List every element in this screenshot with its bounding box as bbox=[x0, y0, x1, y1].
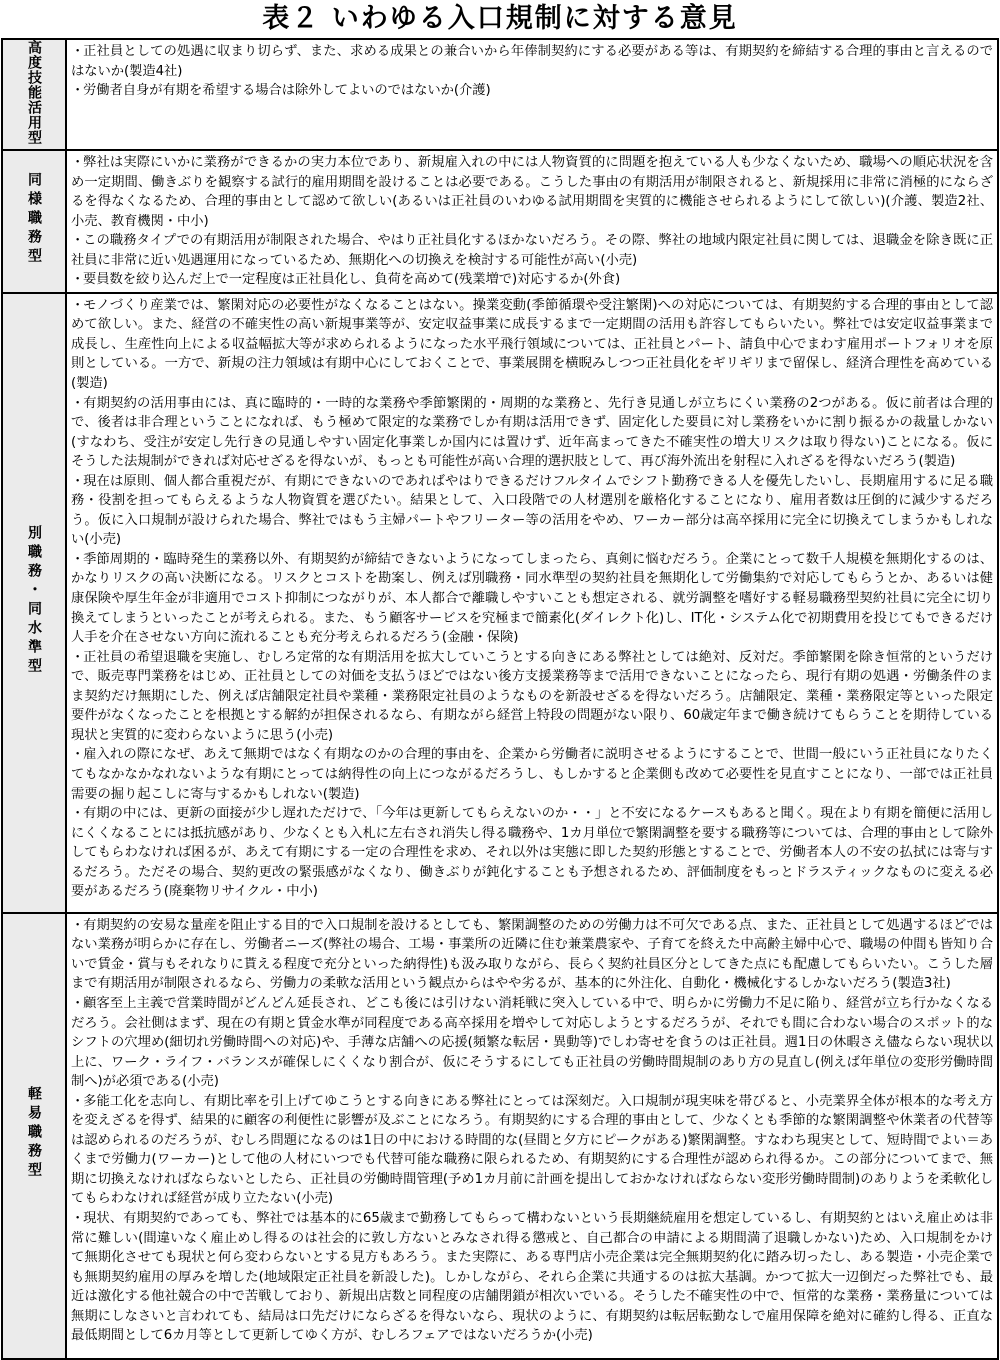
list-item: ・有期契約の活用事由には、真に臨時的・一時的な業務や季節繁閑的・周期的な業務と、先行き見通しが立ちにくい業務の2つがある。仮に前者は合理的で、後者は非合理ということになれば、もう極めて限定的な業務でしか有期は活用できず、固定化した要員に対し業務をいかに割り振るかの裁量しかない(すなわち、受注が安定し先行きの見通しやすい固定化事業しか国内には置けず、近年高まってきた不確実性の増大リスクは取り得ない)ことになる。仮にそうした法規制ができれば対応せざるを得ないが、もっとも可能性が高い合理的選択肢として、再び海外流出を射程に入れざるを得ないだろう(製造) bbox=[71, 395, 993, 470]
opinions-cell bbox=[66, 150, 998, 293]
category-label: 同様職務型 bbox=[26, 171, 42, 267]
opinions-table bbox=[1, 38, 999, 1360]
category-label: 軽易職務型 bbox=[26, 1086, 42, 1182]
category-label: 高度技能活用型 bbox=[26, 40, 42, 145]
opinions-cell bbox=[66, 913, 998, 1359]
list-item: ・正社員としての処遇に収まり切らず、また、求める成果との兼合いから年俸制契約にする必要がある等は、有期契約を締結する合理的事由と言えるのではないか(製造4社) bbox=[71, 44, 993, 79]
list-item: ・モノづくり産業では、繁閑対応の必要性がなくなることはない。操業変動(季節循環や受注繁閑)への対応については、有期契約する合理的事由として認めて欲しい。また、経営の不確実性の高い新規事業等が、安定収益事業に成長するまで一定期間の活用も許容してもらいたい。弊社では安定収益事業まで成長し、生産性向上による収益幅拡大等が求められるようになった水平飛行領域については、正社員とパート、請負中心でまわす雇用ポートフォリオを原則としている。一方で、新規の注力領域は有期中心にしておくことで、事業展開を横睨みしつつ正社員化をギリギリまで留保し、経済合理性を高めている(製造) bbox=[71, 297, 993, 392]
list-item: ・現状、有期契約であっても、弊社では基本的に65歳まで勤務してもらって構わないという長期継続雇用を想定しているし、有期契約とはいえ雇止めは非常に難しい(間違いなく雇止めし得るのは社会的に敦し方ないとみなされ得る懲戒と、自己都合の申請による期間満了退職しかない)ため、入口規制をかけて無期化させても現状と何ら変わらないとする見方もあろう。また実際に、ある専門店小売企業は完全無期契約化に踏み切ったし、ある製造・小売企業でも無期契約雇用の厚みを増した(地域限定正社員を新設した)。しかしながら、それら企業に共通するのは拡大基調。かつて拡大一辺倒だった弊社でも、最近は激化する他社競合の中で苦戦しており、新規出店数と同程度の店舗閉鎖が相次いでいる。そうした不確実性の中で、恒常的な業務・業務量については無期にしなさいと言われても、結局は口先だけにならざるを得ないなら、現状のように、有期契約は転居転勤なしで雇用保障を絶対に確約し得る、正直な最低期間として6カ月等として更新してゆく方が、むしろフェアではないだろうか(小売) bbox=[71, 1211, 993, 1344]
opinion-list bbox=[71, 296, 993, 902]
table-row bbox=[2, 293, 998, 913]
list-item: ・弊社は実際にいかに業務ができるかの実力本位であり、新規雇入れの中には人物資質的に問題を抱えている人も少なくないため、職場への順応状況を含め一定期間、働きぶりを観察する試行的雇用期間を設けることは必要である。こうした事由の有期活用が制限されると、新規採用に非常に消極的にならざるを得なくなるため、合理的事由として認めて欲しい(あるいは正社員のいわゆる試用期間を実質的に機能させられるようにして欲しい)(介護、製造2社、小売、教育機関・中小) bbox=[71, 155, 993, 229]
list-item: ・多能工化を志向し、有期比率を引上げてゆこうとする向きにある弊社にとっては深刻だ。入口規制が現実味を帯びると、小売業界全体が根本的な考え方を変えざるを得ず、結果的に顧客の利便性に影響が及ぶことになろう。有期契約にする合理的事由として、少なくとも季節的な繁閑調整や休業者の代替等は認められるのだろうが、むしろ問題になるのは1日の中における時間的な(昼間と夕方にピークがある)繁閑調整。すなわち現実として、短時間でよい＝あくまで労働力(ワーカー)として他の人材にいつでも代替可能な職務に限られるため、有期契約にする合理性が認められ得るか。この部分についてまで、無期に切換えなければならないとしたら、正社員の労働時間管理(予め1カ月前に計画を提出しておかなければならない変形労働時間制)のありようを柔軟化してもらわなければ経営が成り立たない(小売) bbox=[71, 1093, 993, 1207]
list-item: ・有期の中には、更新の面接が少し遅れただけで、「今年は更新してもらえないのか・・」と不安になるケースもあると聞く。現在より有期を簡便に活用しにくくなることには抵抗感があり、少なくとも入札に左右され消失し得る職務や、1カ月単位で繁閑調整を要する職務等については、合理的事由として除外してもらわなければ困るが、あえて有期にする一定の合理性を求め、それ以外は実態に即した契約形態とすることで、労働者本人の不安の払拭には寄与するだろう。ただその場合、契約更改の緊張感がなくなり、働きぶりが鈍化することも予想されるため、評価制度をもっとドラスティックなものに変える必要があるだろう(廃棄物リサイクル・中小) bbox=[71, 806, 993, 900]
category-cell bbox=[2, 293, 66, 913]
page-title: 表２ いわゆる入口規制に対する意見 bbox=[262, 3, 738, 34]
table-row bbox=[2, 150, 998, 293]
category-cell bbox=[2, 913, 66, 1359]
list-item: ・要員数を絞り込んだ上で一定程度は正社員化し、負荷を高めて(残業増で)対応するか(外食) bbox=[71, 272, 621, 288]
table-row bbox=[2, 39, 998, 150]
opinions-cell bbox=[66, 39, 998, 150]
table-row bbox=[2, 913, 998, 1359]
category-label: 別職務・同水準型 bbox=[26, 524, 42, 677]
category-cell bbox=[2, 39, 66, 150]
list-item: ・この職務タイプでの有期活用が制限された場合、やはり正社員化するほかないだろう。その際、弊社の地域内限定社員に関しては、退職金を除き既に正社員に非常に近い処遇運用になっているため、無期化への切換えを検討する可能性が高い(小売) bbox=[71, 233, 993, 268]
list-item: ・正社員の希望退職を実施し、むしろ定常的な有期活用を拡大していこうとする向きにある弊社としては絶対、反対だ。季節繁閑を除き恒常的というだけで、販売専門業務をはじめ、正社員としての対価を支払うほどではない後方支援業務等まで活用できないことになったら、現行有期の処遇・労働条件のまま契約だけ無期にした、例えば店舗限定社員や業種・業務限定社員のようなものを新設せざるを得ないだろう。店舗限定、業種・業務限定等といった限定要件がなくなったことを根拠とする解約が担保されるなら、有期ながら経営上特段の問題がない限り、60歳定年まで働き続けてもらうことを期待している現状と実質的に変わらないように思う(小売) bbox=[71, 649, 993, 743]
list-item: ・有期契約の安易な量産を阻止する目的で入口規制を設けるとしても、繁閑調整のための労働力は不可欠である点、また、正社員として処遇するほどではない業務が明らかに存在し、労働者ニーズ(弊社の場合、工場・事業所の近隣に住む兼業農家や、子育てを終えた中高齢主婦中心で、職場の仲間も皆知り合いで賃金・賞与もそれなりに貰える程度で充分といった納得性)も汲み取りながら、長らく契約社員区分としてきた点にも配慮してもらいたい。こうした層まで有期活用が制限されるなら、労働力の柔軟な活用という観点からはやや劣るが、基本的に外注化、自動化・機械化するしかないだろう(製造3社) bbox=[71, 917, 993, 992]
list-item: ・労働者自身が有期を希望する場合は除外してよいのではないか(介護) bbox=[71, 83, 491, 99]
opinions-cell bbox=[66, 293, 998, 913]
list-item: ・雇入れの際になぜ、あえて無期ではなく有期なのかの合理的事由を、企業から労働者に説明させるようにすることで、世間一般にいう正社員になりたくてもなかなかなれないような有期にとっては納得性の向上につながるだろうし、もしかすると企業側も改めて必要性を見直すことになり、一部では正社員需要の掘り起こしに寄与するかもしれない(製造) bbox=[71, 747, 993, 802]
list-item: ・現在は原則、個人都合重視だが、有期にできないのであればやはりできるだけフルタイムでシフト勤務できる人を優先したいし、長期雇用するに足る職務・役割を担ってもらえるような人物資質を選びたい。結果として、入口段階での人材選別を厳格化することになり、雇用者数は圧倒的に減少するだろう。仮に入口規制が設けられた場合、弊社ではもう主婦パートやフリーター等の活用をやめ、ワーカー部分は高卒採用に完全に切換えてしまうかもしれない(小売) bbox=[71, 473, 993, 548]
opinion-list bbox=[71, 153, 993, 290]
category-cell bbox=[2, 150, 66, 293]
opinion-list bbox=[71, 42, 993, 101]
opinion-list bbox=[71, 916, 993, 1346]
list-item: ・顧客至上主義で営業時間がどんどん延長され、どこも後には引けない消耗戦に突入している中で、明らかに労働力不足に陥り、経営が立ち行かなくなるだろう。会社側はまず、現在の有期と賃金水準が同程度である高卒採用を増やして対応しようとするだろうが、それでも間に合わない場合のスポット的なシフトの穴埋め(細切れ労働時間への対応)や、手薄な店舗への応援(頻繁な転居・異動等)でしわ寄せを食うのは正社員。週1日の休暇さえ儘ならない現状以上に、ワーク・ライフ・バランスが確保しにくくなり割合が、仮にそうするにしても正社員の労働時間規制のあり方の見直し(例えば年単位の変形労働時間制へ)が必須である(小売) bbox=[71, 996, 993, 1090]
list-item: ・季節周期的・臨時発生的業務以外、有期契約が締結できないようになってしまったら、真剣に悩むだろう。企業にとって数千人規模を無期化するのは、かなりリスクの高い決断になる。リスクとコストを勘案し、例えば別職務・同水準型の契約社員を無期化して労働集約で対応してもらうとか、あるいは健康保険や厚生年金が非適用でコスト抑制につながりが、本人都合で離職しやすいことも想定される、就労調整を嗜好する軽易職務型契約社員に完全に切り換えてしまうといったことが考えられる。また、もう顧客サービスを究極まで簡素化(ダイレクト化)し、IT化・システム化で初期費用を投じてもできるだけ人手を介在させない方向に流れることも充分考えられるだろう(金融・保険) bbox=[71, 551, 993, 646]
